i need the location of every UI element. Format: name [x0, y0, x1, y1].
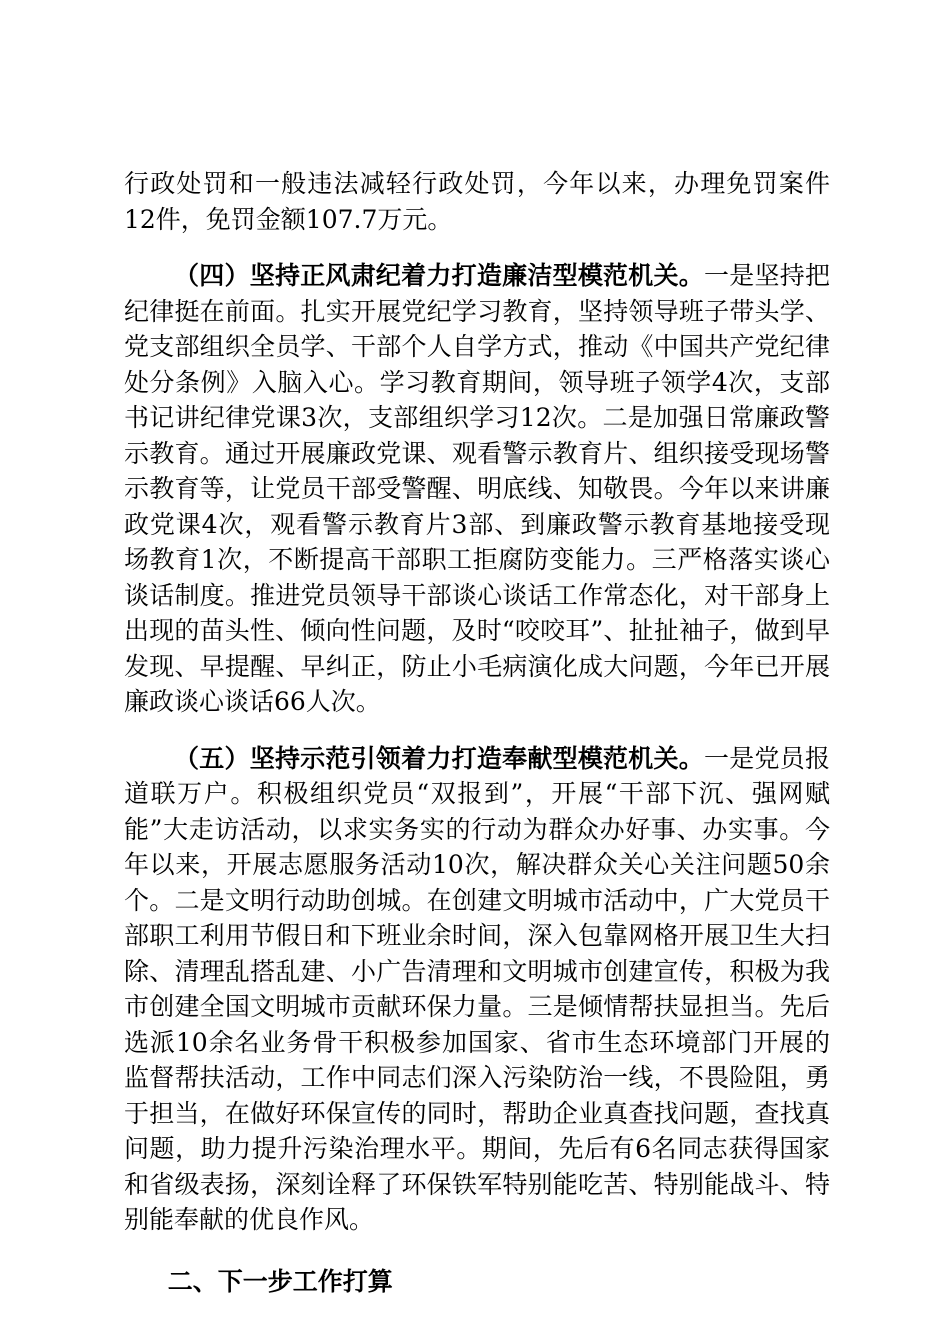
paragraph-dedication-body: 一是党员报道联万户。积极组织党员“双报到”，开展“干部下沉、强网赋能”大走访活动，以求实务实的行动为群众办好事、办实事。今年以来，开展志愿服务活动10次，解决群众关心关注问题50余个。二是文明行动助创城。在创建文明城市活动中，广大党员干部职工利用节假日和下班业余时间，深入包靠网格开展卫生大扫除、清理乱搭乱建、小广告清理和文明城市创建宣传，积极为我市创建全国文明城市贡献环保力量。三是倾情帮扶显担当。先后选派10余名业务骨干积极参加国家、省市生态环境部门开展的监督帮扶活动，工作中同志们深入污染防治一线，不畏险阻，勇于担当，在做好环保宣传的同时，帮助企业真查找问题，查找真问题，助力提升污染治理水平。期间，先后有6名同志获得国家和省级表扬，深刻诠释了环保铁军特别能吃苦、特别能战斗、特别能奉献的优良作风。: [124, 743, 830, 1234]
paragraph-dedication-heading: （五）坚持示范引领着力打造奉献型模范机关。: [174, 743, 705, 773]
paragraph-integrity: [124, 258, 830, 720]
paragraph-continued-text: 行政处罚和一般违法减轻行政处罚，今年以来，办理免罚案件12件，免罚金额107.7万元。: [124, 169, 830, 234]
paragraph-continued: [124, 166, 830, 237]
section-heading-next-steps: 二、下一步工作打算: [167, 1266, 393, 1296]
paragraph-integrity-body: 一是坚持把纪律挺在前面。扎实开展党纪学习教育，坚持领导班子带头学、党支部组织全员学、干部个人自学方式，推动《中国共产党纪律处分条例》入脑入心。学习教育期间，领导班子领学4次，支部书记讲纪律党课3次，支部组织学习12次。二是加强日常廉政警示教育。通过开展廉政党课、观看警示教育片、组织接受现场警示教育等，让党员干部受警醒、明底线、知敬畏。今年以来讲廉政党课4次，观看警示教育片3部、到廉政警示教育基地接受现场教育1次，不断提高干部职工拒腐防变能力。三严格落实谈心谈话制度。推进党员领导干部谈心谈话工作常态化，对干部身上出现的苗头性、倾向性问题，及时“咬咬耳”、扯扯袖子，做到早发现、早提醒、早纠正，防止小毛病演化成大问题，今年已开展廉政谈心谈话66人次。: [124, 261, 830, 716]
document-page: [124, 166, 830, 1299]
paragraph-integrity-heading: （四）坚持正风肃纪着力打造廉洁型模范机关。: [174, 261, 705, 290]
paragraph-dedication: [124, 741, 830, 1238]
